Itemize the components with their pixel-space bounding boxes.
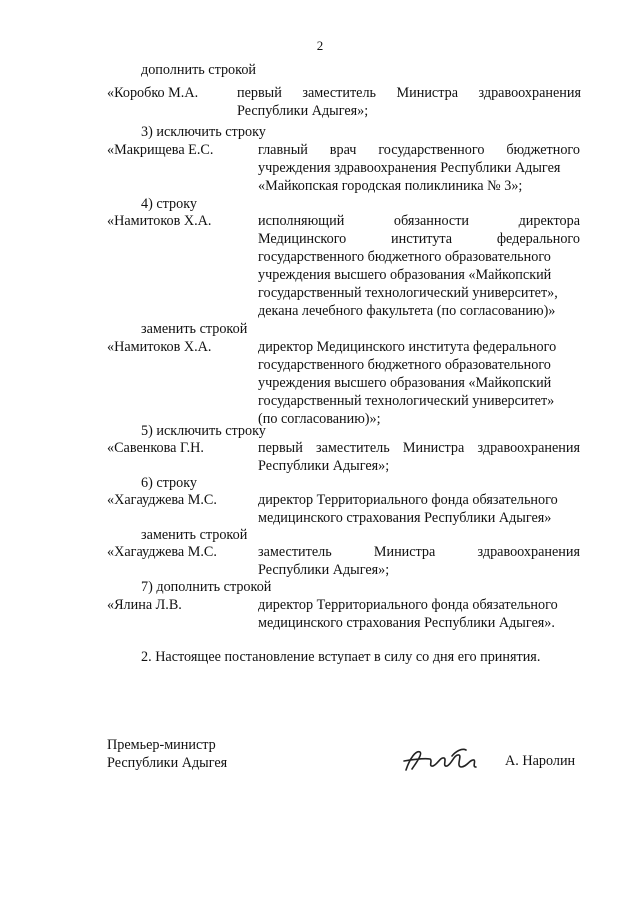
person-name: «Савенкова Г.Н. bbox=[107, 440, 204, 456]
instruction-line: 4) строку bbox=[141, 196, 198, 212]
instruction-line: заменить строкой bbox=[141, 527, 248, 543]
position-line: учреждения здравоохранения Республики Адыгея bbox=[258, 160, 561, 176]
position-line: «Майкопская городская поликлиника № 3»; bbox=[258, 178, 523, 194]
position-line: (по согласованию)»; bbox=[258, 411, 381, 427]
position-line: декана лечебного факультета (по согласованию)» bbox=[258, 303, 556, 319]
signatory-title: Республики Адыгея bbox=[107, 755, 228, 771]
closing-paragraph: 2. Настоящее постановление вступает в силу со дня его принятия. bbox=[141, 649, 541, 665]
instruction-line: 7) дополнить строкой bbox=[141, 579, 272, 595]
position-line: Республики Адыгея»; bbox=[237, 103, 369, 119]
instruction-line: 3) исключить строку bbox=[141, 124, 266, 140]
person-name: «Коробко М.А. bbox=[107, 85, 199, 101]
position-line: первый заместитель Министра здравоохранения bbox=[258, 440, 580, 456]
position-line: Республики Адыгея»; bbox=[258, 562, 390, 578]
position-line: медицинского страхования Республики Адыгея». bbox=[258, 615, 555, 631]
handwritten-signature bbox=[400, 742, 492, 778]
position-line: директор Медицинского института федерального bbox=[258, 339, 557, 355]
position-line: главный врач государственного бюджетного bbox=[258, 142, 580, 158]
position-line: государственного бюджетного образовательного bbox=[258, 249, 551, 265]
position-line: первый заместитель Министра здравоохранения bbox=[237, 85, 581, 101]
person-name: «Хагауджева М.С. bbox=[107, 544, 217, 560]
position-line: государственного бюджетного образовательного bbox=[258, 357, 551, 373]
position-line: учреждения высшего образования «Майкопский bbox=[258, 375, 552, 391]
position-line: медицинского страхования Республики Адыгея» bbox=[258, 510, 552, 526]
instruction-line: дополнить строкой bbox=[141, 62, 257, 78]
position-line: директор Территориального фонда обязательного bbox=[258, 492, 558, 508]
position-line: Медицинского института федерального bbox=[258, 231, 580, 247]
instruction-line: 6) строку bbox=[141, 475, 198, 491]
position-line: директор Территориального фонда обязательного bbox=[258, 597, 558, 613]
position-line: государственный технологический университет» bbox=[258, 393, 555, 409]
person-name: «Намитоков Х.А. bbox=[107, 339, 212, 355]
instruction-line: заменить строкой bbox=[141, 321, 248, 337]
person-name: «Хагауджева М.С. bbox=[107, 492, 217, 508]
signatory-title: Премьер-министр bbox=[107, 737, 216, 753]
page-number: 2 bbox=[316, 38, 324, 53]
person-name: «Макрищева Е.С. bbox=[107, 142, 214, 158]
position-line: исполняющий обязанности директора bbox=[258, 213, 580, 229]
position-line: заместитель Министра здравоохранения bbox=[258, 544, 580, 560]
person-name: «Намитоков Х.А. bbox=[107, 213, 212, 229]
instruction-line: 5) исключить строку bbox=[141, 423, 266, 439]
person-name: «Ялина Л.В. bbox=[107, 597, 182, 613]
position-line: Республики Адыгея»; bbox=[258, 458, 390, 474]
position-line: учреждения высшего образования «Майкопский bbox=[258, 267, 552, 283]
signatory-name: А. Наролин bbox=[505, 753, 576, 769]
position-line: государственный технологический университет», bbox=[258, 285, 558, 301]
